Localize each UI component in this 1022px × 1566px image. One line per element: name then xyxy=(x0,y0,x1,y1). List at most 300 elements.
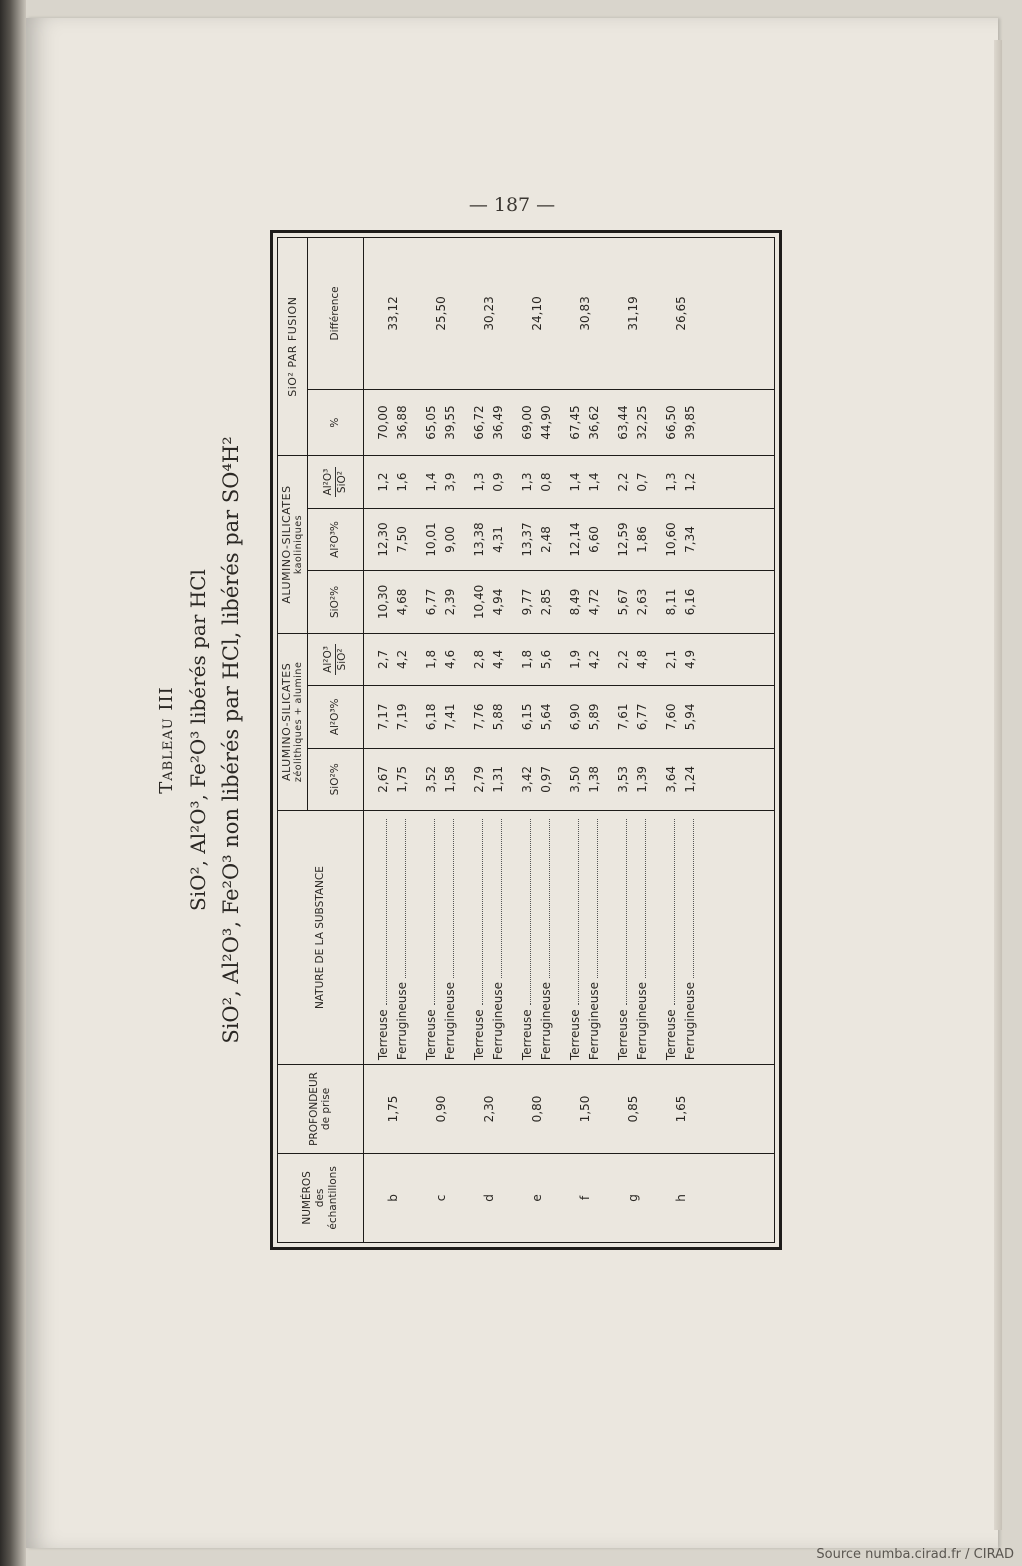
spacer-cell xyxy=(700,1065,774,1154)
spacer-cell xyxy=(652,748,662,810)
spacer-cell xyxy=(363,456,374,508)
value-z-ratio: 2,1 xyxy=(662,633,681,685)
spacer-cell xyxy=(508,508,518,570)
table-subtitle-hcl: SiO², Al²O³, Fe²O³ libérés par HCl xyxy=(186,569,210,911)
value-k-ratio: 1,6 xyxy=(393,456,412,508)
spacer-cell xyxy=(460,389,470,456)
fusion-difference: 25,50 xyxy=(422,238,460,389)
nature-leader xyxy=(587,815,601,1060)
spacer-cell xyxy=(604,238,614,389)
dot-leader xyxy=(693,819,694,978)
value-z-ratio: 1,8 xyxy=(518,633,537,685)
table-subtitle-so4h2: SiO², Al²O³, Fe²O³ non libérés par HCl, libérés par SO⁴H² xyxy=(219,436,243,1044)
value-k-al2o3: 1,86 xyxy=(633,508,652,570)
value-k-al2o3: 6,60 xyxy=(585,508,604,570)
value-fus-pct: 66,72 xyxy=(470,389,489,456)
spacer-cell xyxy=(604,508,614,570)
spacer-cell xyxy=(556,389,566,456)
spacer-cell xyxy=(460,508,470,570)
spacer-cell xyxy=(363,571,374,633)
value-z-al2o3: 7,41 xyxy=(441,686,460,748)
spacer-cell xyxy=(652,811,662,1065)
value-fus-pct: 69,00 xyxy=(518,389,537,456)
spacer-cell xyxy=(363,811,374,1065)
spacer-cell xyxy=(363,686,374,748)
value-k-al2o3: 13,37 xyxy=(518,508,537,570)
dot-leader xyxy=(597,819,598,978)
rotated-table-block xyxy=(152,230,792,1250)
spacer-cell xyxy=(604,811,614,1065)
value-z-al2o3: 7,61 xyxy=(614,686,633,748)
substance-nature xyxy=(537,811,556,1065)
page-edge xyxy=(994,40,1002,1530)
value-k-al2o3: 12,14 xyxy=(566,508,585,570)
value-fus-pct: 36,49 xyxy=(489,389,508,456)
value-k-al2o3: 7,34 xyxy=(681,508,700,570)
spacer-cell xyxy=(556,686,566,748)
spacer-cell xyxy=(363,238,374,389)
nature-label: Terreuse xyxy=(616,1009,631,1061)
nature-label: Terreuse xyxy=(424,1009,439,1061)
header-profondeur-text: PROFONDEUR xyxy=(307,1072,320,1146)
header-alumino2-text: ALUMINO-SILICATES xyxy=(280,485,293,604)
spacer-cell xyxy=(363,748,374,810)
value-k-ratio: 1,2 xyxy=(374,456,393,508)
value-k-al2o3: 2,48 xyxy=(537,508,556,570)
spacer-cell xyxy=(652,389,662,456)
sample-depth: 0,80 xyxy=(518,1065,556,1154)
spacer-cell xyxy=(604,389,614,456)
spacer-cell xyxy=(460,748,470,810)
header-echantillons-text: échantillons xyxy=(326,1166,339,1230)
value-fus-pct: 39,85 xyxy=(681,389,700,456)
spacer-cell xyxy=(556,456,566,508)
table-row xyxy=(470,238,489,1242)
value-z-ratio: 5,6 xyxy=(537,633,556,685)
nature-label: Terreuse xyxy=(472,1009,487,1061)
spacer-cell xyxy=(556,1153,566,1242)
facing-page-edge xyxy=(0,0,26,1566)
dot-leader xyxy=(386,819,387,1005)
spacer-cell xyxy=(700,508,774,570)
value-fus-pct: 63,44 xyxy=(614,389,633,456)
header-alumino-kaoliniques xyxy=(278,456,307,633)
value-z-ratio: 2,8 xyxy=(470,633,489,685)
table-body xyxy=(363,238,774,1242)
header-z-sio2: SiO²% xyxy=(307,748,363,810)
value-z-ratio: 4,2 xyxy=(393,633,412,685)
value-k-sio2: 6,16 xyxy=(681,571,700,633)
spacer-cell xyxy=(508,1065,518,1154)
dot-leader xyxy=(530,819,531,1005)
sample-depth: 0,90 xyxy=(422,1065,460,1154)
spacer-cell xyxy=(700,633,774,685)
value-z-sio2: 3,53 xyxy=(614,748,633,810)
nature-leader xyxy=(472,815,486,1060)
substance-nature xyxy=(585,811,604,1065)
value-fus-pct: 67,45 xyxy=(566,389,585,456)
dot-leader xyxy=(501,819,502,978)
value-k-ratio: 2,2 xyxy=(614,456,633,508)
analysis-table xyxy=(278,238,774,1242)
value-z-sio2: 3,42 xyxy=(518,748,537,810)
value-z-ratio: 1,8 xyxy=(422,633,441,685)
spacer-cell xyxy=(412,238,422,389)
spacer-cell xyxy=(556,508,566,570)
value-fus-pct: 36,62 xyxy=(585,389,604,456)
substance-nature xyxy=(441,811,460,1065)
row-spacer xyxy=(556,238,566,1242)
spacer-cell xyxy=(460,1153,470,1242)
substance-nature xyxy=(633,811,652,1065)
spacer-cell xyxy=(460,571,470,633)
value-k-al2o3: 10,60 xyxy=(662,508,681,570)
spacer-cell xyxy=(460,633,470,685)
value-k-ratio: 0,8 xyxy=(537,456,556,508)
value-k-al2o3: 9,00 xyxy=(441,508,460,570)
spacer-cell xyxy=(652,633,662,685)
value-z-al2o3: 7,60 xyxy=(662,686,681,748)
value-z-al2o3: 5,89 xyxy=(585,686,604,748)
value-z-sio2: 2,67 xyxy=(374,748,393,810)
dot-leader xyxy=(645,819,646,978)
value-k-ratio: 1,3 xyxy=(518,456,537,508)
nature-label: Ferrugineuse xyxy=(491,982,506,1061)
value-k-ratio: 1,4 xyxy=(566,456,585,508)
table-row xyxy=(518,238,537,1242)
substance-nature xyxy=(422,811,441,1065)
spacer-cell xyxy=(363,1065,374,1154)
table-title: Tableau III xyxy=(156,686,177,794)
value-z-sio2: 2,79 xyxy=(470,748,489,810)
page-number: — 187 — xyxy=(468,194,556,216)
nature-label: Terreuse xyxy=(664,1009,679,1061)
spacer-cell xyxy=(412,811,422,1065)
spacer-cell xyxy=(652,1153,662,1242)
nature-leader xyxy=(395,815,409,1060)
spacer-cell xyxy=(412,1065,422,1154)
table-row xyxy=(566,238,585,1242)
row-spacer xyxy=(508,238,518,1242)
substance-nature xyxy=(374,811,393,1065)
dot-leader xyxy=(626,819,627,1005)
value-z-al2o3: 6,77 xyxy=(633,686,652,748)
spacer-cell xyxy=(556,1065,566,1154)
value-k-sio2: 10,40 xyxy=(470,571,489,633)
row-spacer xyxy=(363,238,374,1242)
row-spacer xyxy=(652,238,662,1242)
ratio-fraction xyxy=(322,644,348,675)
value-z-ratio: 4,8 xyxy=(633,633,652,685)
value-z-al2o3: 6,90 xyxy=(566,686,585,748)
value-z-al2o3: 5,88 xyxy=(489,686,508,748)
spacer-cell xyxy=(604,1153,614,1242)
sample-id: g xyxy=(625,1194,640,1202)
nature-label: Ferrugineuse xyxy=(635,982,650,1061)
spacer-cell xyxy=(700,748,774,810)
ratio-bottom: SiO² xyxy=(335,648,348,671)
nature-leader xyxy=(539,815,553,1060)
value-k-al2o3: 4,31 xyxy=(489,508,508,570)
spacer-cell xyxy=(412,456,422,508)
value-z-al2o3: 7,17 xyxy=(374,686,393,748)
value-fus-pct: 39,55 xyxy=(441,389,460,456)
value-k-sio2: 2,85 xyxy=(537,571,556,633)
spacer-cell xyxy=(700,686,774,748)
sample-depth: 1,75 xyxy=(374,1065,412,1154)
sample-id: h xyxy=(673,1194,688,1202)
spacer-cell xyxy=(363,508,374,570)
spacer-cell xyxy=(652,686,662,748)
nature-leader xyxy=(491,815,505,1060)
value-z-sio2: 0,97 xyxy=(537,748,556,810)
nature-leader xyxy=(520,815,534,1060)
value-z-ratio: 2,2 xyxy=(614,633,633,685)
spacer-cell xyxy=(700,571,774,633)
value-k-ratio: 0,9 xyxy=(489,456,508,508)
spacer-cell xyxy=(604,571,614,633)
sample-id: e xyxy=(529,1194,544,1202)
value-k-ratio: 0,7 xyxy=(633,456,652,508)
header-k-ratio xyxy=(307,456,363,508)
spacer-cell xyxy=(700,811,774,1065)
fusion-difference: 31,19 xyxy=(614,238,652,389)
spacer-cell xyxy=(604,686,614,748)
substance-nature xyxy=(470,811,489,1065)
substance-nature xyxy=(489,811,508,1065)
spacer-cell xyxy=(652,238,662,389)
value-z-al2o3: 7,19 xyxy=(393,686,412,748)
value-z-sio2: 1,38 xyxy=(585,748,604,810)
fusion-difference: 24,10 xyxy=(518,238,556,389)
spacer-cell xyxy=(700,238,774,389)
nature-label: Ferrugineuse xyxy=(683,982,698,1061)
spacer-cell xyxy=(700,1153,774,1242)
fusion-difference: 30,23 xyxy=(470,238,508,389)
nature-leader xyxy=(635,815,649,1060)
nature-leader xyxy=(443,815,457,1060)
nature-label: Ferrugineuse xyxy=(539,982,554,1061)
substance-nature xyxy=(681,811,700,1065)
header-z-ratio xyxy=(307,633,363,685)
spacer-cell xyxy=(508,1153,518,1242)
spacer-cell xyxy=(412,508,422,570)
table-inner-frame xyxy=(277,237,775,1243)
value-z-ratio: 4,6 xyxy=(441,633,460,685)
value-z-sio2: 3,50 xyxy=(566,748,585,810)
value-z-ratio: 2,7 xyxy=(374,633,393,685)
spacer-cell xyxy=(460,238,470,389)
value-k-sio2: 8,11 xyxy=(662,571,681,633)
nature-leader xyxy=(376,815,390,1060)
spacer-cell xyxy=(508,633,518,685)
value-k-ratio: 3,9 xyxy=(441,456,460,508)
spacer-cell xyxy=(556,571,566,633)
ratio-top: Al²O³ xyxy=(321,646,334,673)
table-row xyxy=(662,238,681,1242)
spacer-cell xyxy=(363,633,374,685)
spacer-cell xyxy=(508,811,518,1065)
nature-label: Terreuse xyxy=(568,1009,583,1061)
substance-nature xyxy=(614,811,633,1065)
value-fus-pct: 44,90 xyxy=(537,389,556,456)
ratio-top: Al²O³ xyxy=(321,468,334,496)
spacer-cell xyxy=(652,1065,662,1154)
spacer-cell xyxy=(412,686,422,748)
spacer-cell xyxy=(508,238,518,389)
spacer-cell xyxy=(652,571,662,633)
nature-leader xyxy=(424,815,438,1060)
header-alumino1-sub: zéolithiques + alumine xyxy=(293,661,305,783)
spacer-cell xyxy=(412,633,422,685)
substance-nature xyxy=(518,811,537,1065)
table-row xyxy=(374,238,393,1242)
spacer-cell xyxy=(604,633,614,685)
row-spacer xyxy=(460,238,470,1242)
row-spacer xyxy=(604,238,614,1242)
nature-leader xyxy=(683,815,697,1060)
value-k-ratio: 1,2 xyxy=(681,456,700,508)
value-z-al2o3: 5,64 xyxy=(537,686,556,748)
value-z-ratio: 4,2 xyxy=(585,633,604,685)
table-titles xyxy=(152,230,248,1250)
sample-depth: 1,50 xyxy=(566,1065,604,1154)
substance-nature xyxy=(393,811,412,1065)
header-de-prise-text: de prise xyxy=(320,1087,333,1131)
header-fusion-pct: % xyxy=(307,389,363,456)
value-k-ratio: 1,3 xyxy=(470,456,489,508)
table-row xyxy=(422,238,441,1242)
value-k-sio2: 4,94 xyxy=(489,571,508,633)
value-z-al2o3: 5,94 xyxy=(681,686,700,748)
fusion-difference: 30,83 xyxy=(566,238,604,389)
value-k-al2o3: 7,50 xyxy=(393,508,412,570)
sample-depth: 0,85 xyxy=(614,1065,652,1154)
header-numeros xyxy=(278,1153,363,1242)
value-k-sio2: 2,39 xyxy=(441,571,460,633)
spacer-cell xyxy=(460,811,470,1065)
value-z-sio2: 1,39 xyxy=(633,748,652,810)
value-z-al2o3: 6,18 xyxy=(422,686,441,748)
value-k-sio2: 5,67 xyxy=(614,571,633,633)
value-fus-pct: 36,88 xyxy=(393,389,412,456)
spacer-cell xyxy=(652,508,662,570)
spacer-cell xyxy=(556,238,566,389)
value-k-sio2: 9,77 xyxy=(518,571,537,633)
source-label: Source numba.cirad.fr / CIRAD xyxy=(816,1547,1014,1562)
header-z-al2o3: Al²O³% xyxy=(307,686,363,748)
spacer-cell xyxy=(508,686,518,748)
spacer-cell xyxy=(652,456,662,508)
dot-leader xyxy=(405,819,406,978)
spacer-cell xyxy=(604,456,614,508)
value-z-sio2: 1,75 xyxy=(393,748,412,810)
nature-label: Ferrugineuse xyxy=(395,982,410,1061)
dot-leader xyxy=(674,819,675,1005)
header-des-text: des xyxy=(313,1188,326,1208)
spacer-cell xyxy=(412,748,422,810)
substance-nature xyxy=(662,811,681,1065)
header-alumino1-text: ALUMINO-SILICATES xyxy=(280,662,293,781)
value-fus-pct: 65,05 xyxy=(422,389,441,456)
header-k-al2o3: Al²O³% xyxy=(307,508,363,570)
value-z-sio2: 1,31 xyxy=(489,748,508,810)
header-profondeur xyxy=(278,1065,363,1154)
spacer-cell xyxy=(460,1065,470,1154)
value-k-sio2: 4,68 xyxy=(393,571,412,633)
nature-leader xyxy=(616,815,630,1060)
value-z-ratio: 4,4 xyxy=(489,633,508,685)
sample-id: f xyxy=(577,1195,592,1201)
value-z-al2o3: 7,76 xyxy=(470,686,489,748)
value-fus-pct: 66,50 xyxy=(662,389,681,456)
value-z-ratio: 1,9 xyxy=(566,633,585,685)
header-nature: NATURE DE LA SUBSTANCE xyxy=(278,811,363,1065)
spacer-cell xyxy=(700,456,774,508)
spacer-cell xyxy=(460,456,470,508)
ratio-bottom: SiO² xyxy=(335,471,348,494)
nature-leader xyxy=(568,815,582,1060)
spacer-cell xyxy=(363,1153,374,1242)
header-alumino2-sub: kaoliniques xyxy=(293,514,305,575)
spacer-cell xyxy=(412,571,422,633)
spacer-cell xyxy=(363,389,374,456)
spacer-cell xyxy=(556,811,566,1065)
sample-id: d xyxy=(481,1194,496,1202)
ratio-fraction xyxy=(322,467,348,498)
value-fus-pct: 32,25 xyxy=(633,389,652,456)
spacer-cell xyxy=(460,686,470,748)
dot-leader xyxy=(453,819,454,978)
row-spacer xyxy=(412,238,422,1242)
spacer-cell xyxy=(508,571,518,633)
nature-leader xyxy=(664,815,678,1060)
spacer-cell xyxy=(412,389,422,456)
header-numeros-text: NUMÉROS xyxy=(301,1171,314,1225)
dot-leader xyxy=(482,819,483,1005)
value-z-sio2: 1,58 xyxy=(441,748,460,810)
spacer-cell xyxy=(604,1065,614,1154)
nature-label: Terreuse xyxy=(376,1009,391,1061)
value-z-sio2: 1,24 xyxy=(681,748,700,810)
table-row xyxy=(614,238,633,1242)
value-z-sio2: 3,52 xyxy=(422,748,441,810)
spacer-cell xyxy=(604,748,614,810)
header-fusion: SiO² PAR FUSION xyxy=(278,238,307,456)
value-k-al2o3: 10,01 xyxy=(422,508,441,570)
value-k-sio2: 10,30 xyxy=(374,571,393,633)
value-k-sio2: 4,72 xyxy=(585,571,604,633)
value-z-al2o3: 6,15 xyxy=(518,686,537,748)
row-end-spacer xyxy=(700,238,774,1242)
value-k-ratio: 1,3 xyxy=(662,456,681,508)
spacer-cell xyxy=(508,748,518,810)
sample-id: c xyxy=(433,1194,448,1202)
value-k-al2o3: 12,30 xyxy=(374,508,393,570)
value-k-sio2: 6,77 xyxy=(422,571,441,633)
dot-leader xyxy=(549,819,550,978)
spacer-cell xyxy=(508,456,518,508)
value-k-sio2: 8,49 xyxy=(566,571,585,633)
sample-depth: 1,65 xyxy=(662,1065,700,1154)
value-k-ratio: 1,4 xyxy=(585,456,604,508)
value-k-al2o3: 12,59 xyxy=(614,508,633,570)
header-k-sio2: SiO²% xyxy=(307,571,363,633)
fusion-difference: 33,12 xyxy=(374,238,412,389)
header-difference: Différence xyxy=(307,238,363,389)
value-z-ratio: 4,9 xyxy=(681,633,700,685)
value-z-sio2: 3,64 xyxy=(662,748,681,810)
